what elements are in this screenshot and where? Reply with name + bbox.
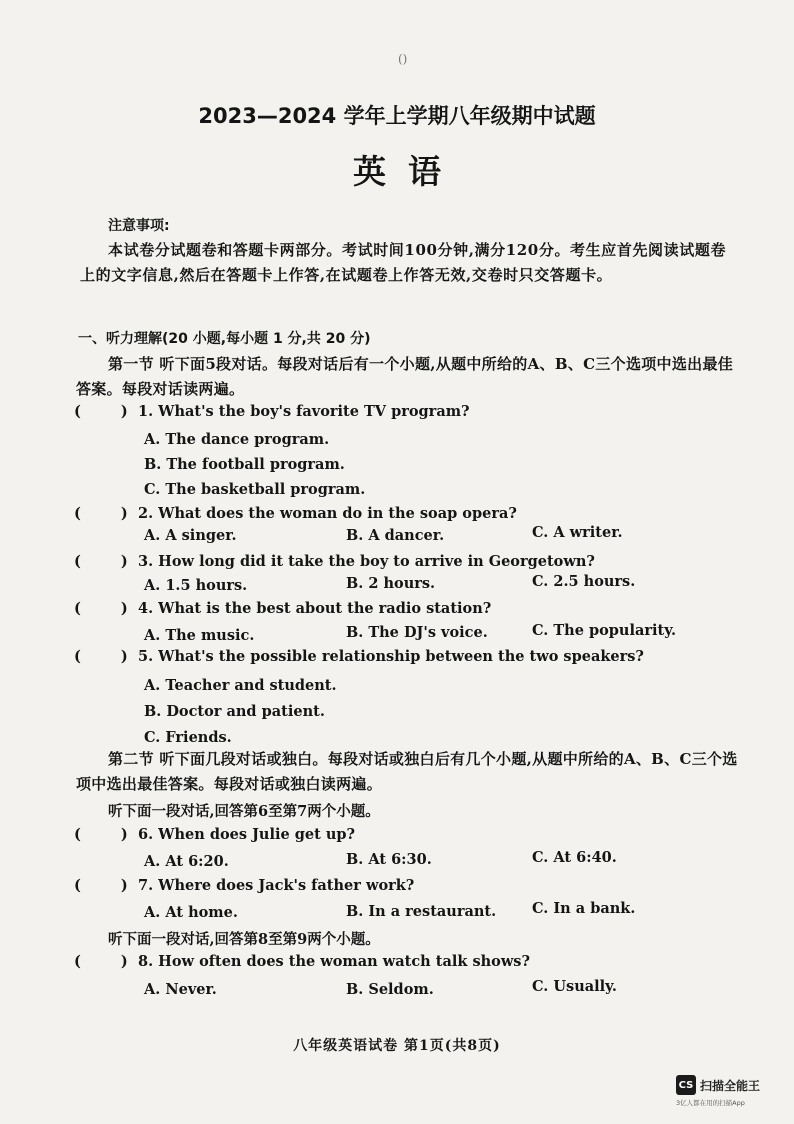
question-6 [74, 826, 355, 843]
option-7c: C. In a bank. [532, 900, 636, 917]
question-2 [74, 505, 517, 522]
question-stem: 4. What is the best about the radio station? [138, 600, 492, 617]
option-6b: B. At 6:30. [346, 851, 432, 868]
question-1 [74, 403, 470, 420]
option-8a: A. Never. [144, 981, 217, 998]
option-2c: C. A writer. [532, 524, 623, 541]
subsection-8-9: 听下面一段对话,回答第8至第9两个小题。 [108, 931, 380, 948]
scanner-badge-text: 扫描全能王 [700, 1078, 761, 1093]
section-listening-title: 一、听力理解(20 小题,每小题 1 分,共 20 分) [78, 331, 371, 347]
option-1c: C. The basketball program. [144, 481, 366, 498]
question-stem: 6. When does Julie get up? [138, 826, 356, 843]
question-stem: 7. Where does Jack's father work? [138, 877, 415, 894]
exam-title: 2023—2024 学年上学期八年级期中试题 [198, 104, 596, 128]
scanner-badge-subtext: 3亿人都在用的扫描App [676, 1099, 745, 1107]
page-footer: 八年级英语试卷 第1页(共8页) [293, 1038, 501, 1054]
option-1a: A. The dance program. [144, 431, 330, 448]
option-1b: B. The football program. [144, 456, 345, 473]
notice-text: 本试卷分试题卷和答题卡两部分。考试时间100分钟,满分120分。考生应首先阅读试题卷上的文字信息,然后在答题卡上作答,在试题卷上作答无效,交卷时只交答题卡。 [80, 241, 727, 284]
answer-bracket: ( ) [74, 877, 128, 894]
answer-bracket: ( ) [74, 553, 128, 570]
answer-bracket: ( ) [74, 826, 128, 843]
option-8b: B. Seldom. [346, 981, 434, 998]
question-stem: 5. What's the possible relationship between the two speakers? [138, 648, 644, 665]
question-5 [74, 648, 644, 665]
option-5b: B. Doctor and patient. [144, 703, 325, 720]
question-stem: 2. What does the woman do in the soap opera? [138, 505, 517, 522]
part1-instructions: 第一节 听下面5段对话。每段对话后有一个小题,从题中所给的A、B、C三个选项中选出最佳答案。每段对话读两遍。 [76, 355, 734, 398]
notice-title: 注意事项: [108, 218, 170, 234]
option-8c: C. Usually. [532, 978, 617, 995]
option-3b: B. 2 hours. [346, 575, 436, 592]
option-4a: A. The music. [144, 627, 255, 644]
question-7 [74, 877, 414, 894]
option-2b: B. A dancer. [346, 527, 445, 544]
subsection-6-7: 听下面一段对话,回答第6至第7两个小题。 [108, 803, 380, 820]
option-5c: C. Friends. [144, 729, 232, 746]
option-6a: A. At 6:20. [144, 853, 229, 870]
answer-bracket: ( ) [74, 953, 128, 970]
option-7a: A. At home. [144, 904, 238, 921]
option-3a: A. 1.5 hours. [144, 577, 248, 594]
option-6c: C. At 6:40. [532, 849, 617, 866]
question-stem: 8. How often does the woman watch talk shows? [138, 953, 530, 970]
camscanner-icon: CS [676, 1075, 696, 1095]
question-8 [74, 953, 530, 970]
option-5a: A. Teacher and student. [144, 677, 337, 694]
option-4c: C. The popularity. [532, 622, 677, 639]
exam-subject: 英语 [353, 152, 463, 191]
scanner-badge [676, 1075, 760, 1095]
question-4 [74, 600, 491, 617]
question-3 [74, 553, 595, 570]
question-stem: 1. What's the boy's favorite TV program? [138, 403, 470, 420]
page-marker: () [398, 52, 408, 66]
option-4b: B. The DJ's voice. [346, 624, 488, 641]
answer-bracket: ( ) [74, 505, 128, 522]
answer-bracket: ( ) [74, 403, 128, 420]
question-stem: 3. How long did it take the boy to arrive in Georgetown? [138, 553, 595, 570]
option-2a: A. A singer. [144, 527, 237, 544]
answer-bracket: ( ) [74, 600, 128, 617]
part2-instructions: 第二节 听下面几段对话或独白。每段对话或独白后有几个小题,从题中所给的A、B、C三个选项中选出最佳答案。每段对话或独白读两遍。 [76, 750, 738, 793]
answer-bracket: ( ) [74, 648, 128, 665]
option-3c: C. 2.5 hours. [532, 573, 636, 590]
option-7b: B. In a restaurant. [346, 903, 497, 920]
